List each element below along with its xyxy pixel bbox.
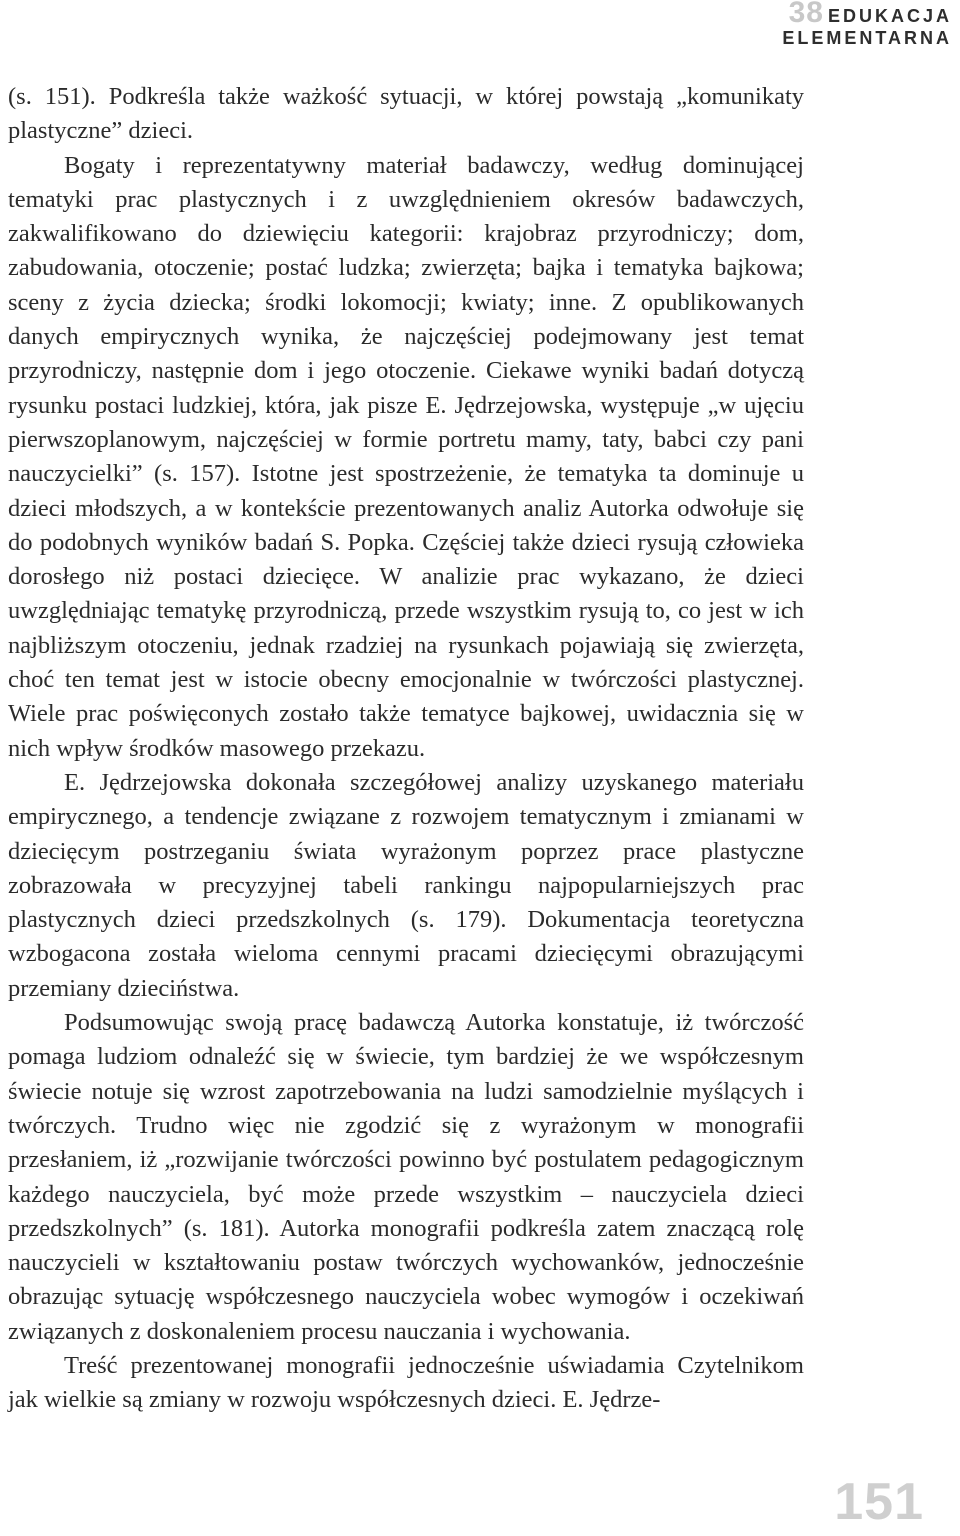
paragraph-1: (s. 151). Podkreśla także ważkość sytuacji, w której powstają „komunikaty plastyczne” dzieci. bbox=[8, 83, 804, 145]
running-header bbox=[782, 0, 952, 49]
paragraph-3: E. Jędrzejowska dokonała szczegółowej analizy uzyskanego materiału empirycznego, a tendencje związane z rozwojem tematycznym i zmianami w dziecięcym postrzeganiu świata wyrażonym poprzez prace plastyczne zobrazowała w precyzyjnej tabeli rankingu najpopularniejszych prac plastycznych dzieci przedszkolnych (s. 179). Dokumentacja teoretyczna wzbogacona została wieloma cennymi pracami dziecięcymi obrazującymi przemiany dzieciństwa. bbox=[8, 768, 804, 1002]
journal-title-line1: EDUKACJA bbox=[827, 6, 952, 26]
page-number: 151 bbox=[834, 1473, 924, 1531]
paragraph-4: Podsumowując swoją pracę badawczą Autorka konstatuje, iż twórczość pomaga ludziom odnaleźć się w świecie, tym bardziej że we współczesnym świecie notuje się wzrost zapotrzebowania na ludzi samodzielnie myślących i twórczych. Trudno więc nie zgodzić się z wyrażonym w monografii przesłaniem, iż „rozwijanie twórczości powinno być postulatem pedagogicznym każdego nauczyciela, być może przede wszystkim – nauczyciela dzieci przedszkolnych” (s. 181). Autorka monografii podkreśla zatem znaczącą rolę nauczycieli w kształtowaniu postaw twórczych wychowanków, jednocześnie obrazując sytuację współczesnego nauczyciela wobec wymogów i oczekiwań związanych z doskonaleniem procesu nauczania i wychowania. bbox=[8, 1009, 804, 1345]
journal-title-line2: ELEMENTARNA bbox=[782, 28, 952, 48]
paragraph-2: Bogaty i reprezentatywny materiał badawczy, według dominującej tematyki prac plastycznych i z uwzględnieniem okresów badawczych, zakwalifikowano do dziewięciu kategorii: krajobraz przyrodniczy; dom, zabudowania, otoczenie; postać ludzka; zwierzęta; bajka i tematyka bajkowa; sceny z życia dziecka; środki lokomocji; kwiaty; inne. Z opublikowanych danych empirycznych wynika, że najczęściej podejmowany jest temat przyrodniczy, następnie dom i jego otoczenie. Ciekawe wyniki badań dotyczą rysunku postaci ludzkiej, która, jak pisze E. Jędrzejowska, występuje „w ujęciu pierwszoplanowym, najczęściej w formie portretu mamy, taty, babci czy pani nauczycielki” (s. 157). Istotne jest spostrzeżenie, że tematyka ta dominuje u dzieci młodszych, a w kontekście prezentowanych analiz Autorka odwołuje się do podobnych wyników badań S. Popka. Częściej także dzieci rysują człowieka dorosłego niż postaci dziecięce. W analizie prac wykazano, że dzieci uwzględniając tematykę przyrodniczą, przede wszystkim rysują to, co jest w ich najbliższym otoczeniu, jednak rzadziej na rysunkach pojawiają się zwierzęta, choć ten temat jest w istocie obecny emocjonalnie w twórczości plastycznej. Wiele prac poświęconych zostało także tematyce bajkowej, uwidacznia się w nich wpływ środków masowego przekazu. bbox=[8, 151, 804, 762]
paragraph-5: Treść prezentowanej monografii jednocześnie uświadamia Czytelnikom jak wielkie są zmiany w rozwoju współczesnych dzieci. E. Jędrze- bbox=[8, 1351, 804, 1414]
body-text bbox=[8, 80, 804, 1418]
issue-number: 38 bbox=[788, 0, 824, 29]
